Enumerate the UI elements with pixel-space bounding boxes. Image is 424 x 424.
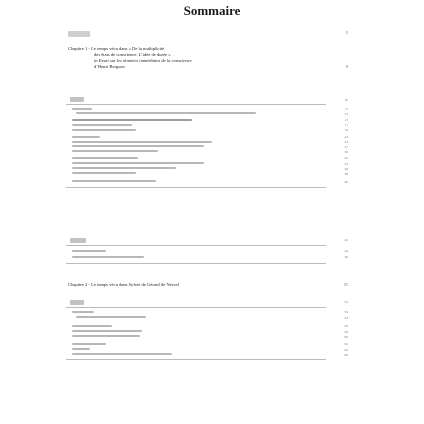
section-rule bbox=[66, 359, 326, 360]
section-label bbox=[70, 238, 86, 243]
page-number: 34 bbox=[344, 162, 348, 166]
section-rule bbox=[66, 263, 326, 264]
page-number: 54 bbox=[344, 316, 348, 320]
chapter-2-heading: Chapitre 2 - Le temps vécu dans Sylvie de Gérard de Nerval bbox=[68, 282, 179, 287]
section-rule bbox=[66, 245, 326, 246]
chapter-1-line-2: des états de conscience. L’idée de durée » bbox=[94, 52, 171, 57]
toc-entry bbox=[72, 162, 204, 164]
page-number: 19 bbox=[344, 128, 348, 132]
page-number: 27 bbox=[344, 145, 348, 149]
chapter-1-line-1: Chapitre 1 - Le temps vécu dans « De la multiplicité bbox=[68, 46, 165, 51]
page-number: 60 bbox=[344, 335, 348, 339]
page-number: 52 bbox=[344, 300, 348, 304]
toc-entry bbox=[72, 250, 106, 252]
toc-entry bbox=[76, 316, 146, 318]
page-number: 32 bbox=[344, 156, 348, 160]
section-label bbox=[70, 97, 84, 102]
page-number: 66 bbox=[344, 353, 348, 357]
toc-entry bbox=[72, 172, 136, 174]
page-number: 62 bbox=[344, 342, 348, 346]
toc-entry bbox=[72, 348, 90, 350]
toc-entry bbox=[72, 330, 142, 332]
toc-entry bbox=[72, 335, 140, 337]
toc-entry bbox=[72, 124, 132, 126]
toc-entry bbox=[72, 119, 192, 121]
page-number: 17 bbox=[344, 123, 348, 127]
page-number: 10 bbox=[344, 98, 348, 102]
page-number: 13 bbox=[344, 112, 348, 116]
page-number: 30 bbox=[344, 150, 348, 154]
toc-entry bbox=[72, 343, 106, 345]
page-number: 53 bbox=[344, 310, 348, 314]
section-label bbox=[70, 300, 84, 305]
page-number: 38 bbox=[344, 172, 348, 176]
toc-entry bbox=[76, 112, 256, 114]
toc-entry bbox=[72, 145, 204, 147]
section-rule bbox=[66, 187, 326, 188]
toc-entry bbox=[72, 108, 92, 110]
page-number: 36 bbox=[344, 167, 348, 171]
page-number: 44 bbox=[344, 249, 348, 253]
page-number: 42 bbox=[344, 238, 348, 242]
toc-entry bbox=[72, 167, 176, 169]
chapter-2-page: 51 bbox=[344, 282, 348, 287]
toc-entry bbox=[72, 157, 138, 159]
page-title: Sommaire bbox=[183, 3, 241, 18]
page-number: 58 bbox=[344, 330, 348, 334]
toc-entry bbox=[72, 180, 156, 182]
avant-propos-label bbox=[68, 31, 90, 37]
page-number: 24 bbox=[344, 140, 348, 144]
toc-entry bbox=[72, 150, 158, 152]
chapter-1-line-4: d’Henri Bergson bbox=[94, 64, 125, 69]
toc-entry bbox=[72, 141, 212, 143]
page-number: 22 bbox=[344, 135, 348, 139]
toc-entry bbox=[72, 129, 136, 131]
page-number: 56 bbox=[344, 324, 348, 328]
section-rule bbox=[66, 307, 326, 308]
toc-entry bbox=[72, 256, 144, 258]
chapter-1-line-3-text: in Essai sur les données immédiates de la conscience bbox=[94, 58, 192, 63]
page-number: 11 bbox=[344, 107, 348, 111]
toc-entry bbox=[72, 311, 94, 313]
page-number: 15 bbox=[344, 118, 348, 122]
page-number: 5 bbox=[346, 30, 348, 35]
section-rule bbox=[66, 104, 326, 105]
toc-entry bbox=[72, 136, 100, 138]
page-number: 64 bbox=[344, 348, 348, 352]
chapter-1-page: 9 bbox=[346, 64, 348, 69]
toc-entry bbox=[72, 325, 112, 327]
toc-entry bbox=[72, 353, 172, 355]
page-number: 46 bbox=[344, 255, 348, 259]
page-number: 40 bbox=[344, 180, 348, 184]
chapter-1-heading bbox=[68, 46, 318, 70]
